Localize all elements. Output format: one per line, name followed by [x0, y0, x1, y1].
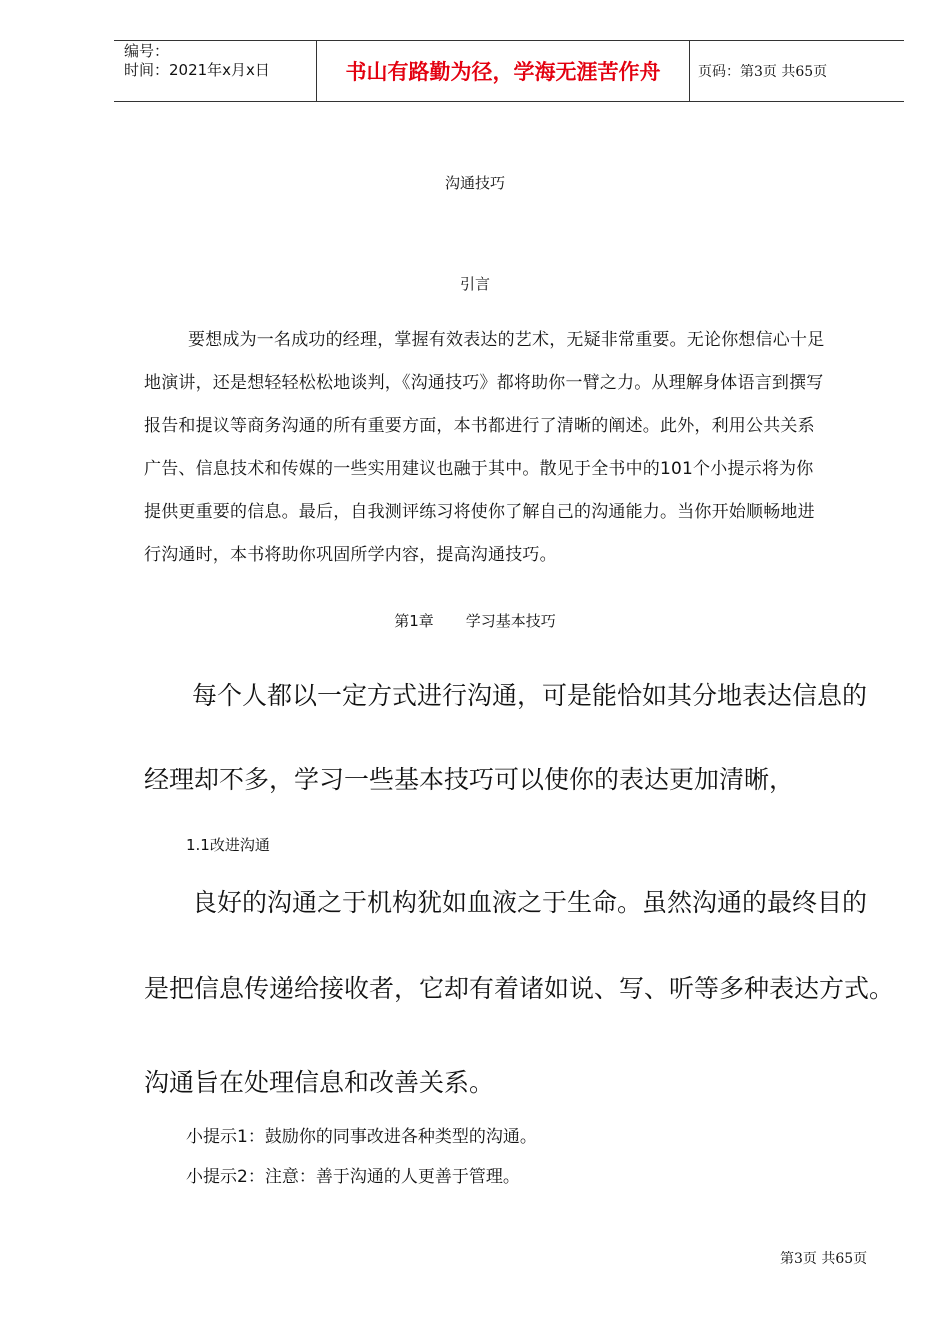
time-label: 时间：2021年x月x日	[124, 61, 270, 79]
intro-heading: 引言	[459, 275, 490, 293]
chapter-intro-line: 每个人都以一定方式进行沟通，可是能恰如其分地表达信息的	[192, 681, 868, 710]
intro-line: 报告和提议等商务沟通的所有重要方面，本书都进行了清晰的阐述。此外，利用公共关系	[144, 416, 815, 436]
intro-line: 广告、信息技术和传媒的一些实用建议也融于其中。散见于全书中的101个小提示将为你	[144, 459, 814, 479]
page-header	[114, 40, 904, 102]
chapter-intro-line: 经理却不多，学习一些基本技巧可以使你的表达更加清晰，	[144, 765, 795, 794]
section-line: 是把信息传递给接收者，它却有着诸如说、写、听等多种表达方式。	[144, 974, 895, 1003]
tip-item: 小提示1：鼓励你的同事改进各种类型的沟通。	[186, 1127, 537, 1147]
section-line: 沟通旨在处理信息和改善关系。	[144, 1068, 495, 1097]
header-page-info: 页码：第3页 共65页	[698, 64, 828, 80]
tip-item: 小提示2：注意：善于沟通的人更善于管理。	[186, 1167, 520, 1187]
chapter-intro-paragraph	[144, 678, 884, 798]
chapter-number: 第1章	[394, 612, 434, 630]
intro-line: 提供更重要的信息。最后，自我测评练习将使你了解自己的沟通能力。当你开始顺畅地进	[144, 502, 815, 522]
section-heading: 1.1改进沟通	[186, 836, 270, 854]
chapter-name: 学习基本技巧	[465, 612, 556, 630]
intro-line: 行沟通时，本书将助你巩固所学内容，提高沟通技巧。	[144, 545, 557, 565]
intro-paragraph	[144, 319, 879, 577]
header-motto: 书山有路勤为径，学海无涯苦作舟	[316, 41, 690, 101]
document-title: 沟通技巧	[444, 174, 505, 192]
intro-line: 要想成为一名成功的经理，掌握有效表达的艺术，无疑非常重要。无论你想信心十足	[188, 330, 825, 350]
chapter-heading	[0, 610, 950, 631]
intro-line: 地演讲，还是想轻轻松松地谈判，《沟通技巧》都将助你一臂之力。从理解身体语言到撰写	[144, 373, 824, 393]
header-meta	[114, 41, 316, 101]
section-line: 良好的沟通之于机构犹如血液之于生命。虽然沟通的最终目的	[192, 888, 868, 917]
serial-label: 编号：	[124, 42, 170, 60]
page-footer: 第3页 共65页	[780, 1251, 868, 1267]
section-paragraph	[144, 885, 895, 1101]
